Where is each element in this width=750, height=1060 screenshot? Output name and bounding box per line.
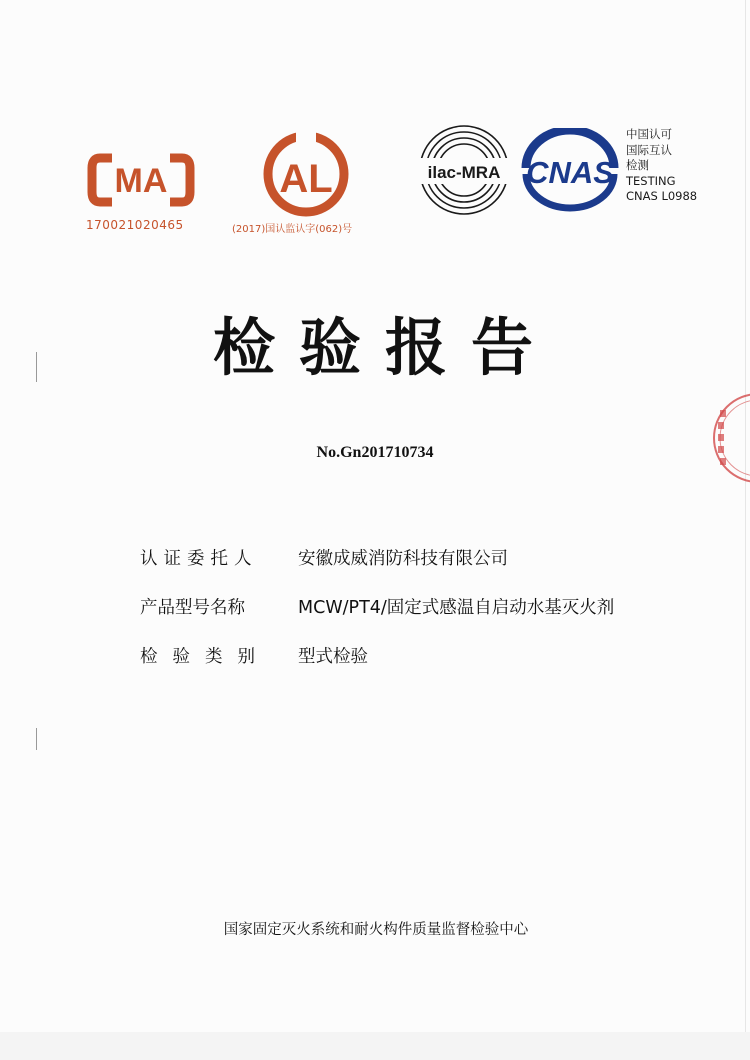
cma-logo	[86, 150, 196, 210]
report-title: 检验报告	[212, 311, 557, 384]
product-label: 产品型号名称	[140, 598, 245, 618]
ilac-logo-text: ilac-MRA	[427, 163, 501, 182]
report-number: No.Gn201710734	[316, 444, 434, 461]
seal-stamp	[706, 388, 750, 488]
cal-number: (2017)国认监认字(062)号	[232, 224, 353, 235]
margin-mark	[36, 352, 37, 382]
cnas-caption-line: 中国认可	[626, 127, 672, 141]
cnas-logo-text: CNAS	[526, 155, 614, 190]
cnas-caption-line: TESTING	[626, 173, 676, 188]
cnas-caption-line: 检测	[626, 158, 649, 172]
cnas-caption-line: CNAS L0988	[626, 189, 698, 203]
cma-logo-text: MA	[114, 162, 168, 200]
inspection-type-value: 型式检验	[298, 647, 368, 667]
ilac-mra-logo	[414, 122, 514, 218]
client-value: 安徽成威消防科技有限公司	[298, 549, 508, 569]
margin-mark	[36, 728, 37, 750]
issuing-organization: 国家固定灭火系统和耐火构件质量监督检验中心	[223, 922, 529, 938]
cal-logo-text: AL	[279, 157, 333, 201]
page-footer-band	[0, 1032, 750, 1060]
page-edge	[745, 0, 746, 1060]
cnas-caption-line: 国际互认	[626, 142, 672, 157]
product-value: MCW/PT4/固定式感温自启动水基灭火剂	[298, 598, 615, 618]
cal-logo	[256, 130, 356, 220]
cnas-logo	[516, 128, 624, 212]
client-label: 认证委托人	[140, 549, 258, 569]
cma-number: 170021020465	[86, 218, 184, 232]
cnas-caption	[626, 127, 697, 205]
inspection-type-label: 检验类别	[140, 647, 270, 667]
